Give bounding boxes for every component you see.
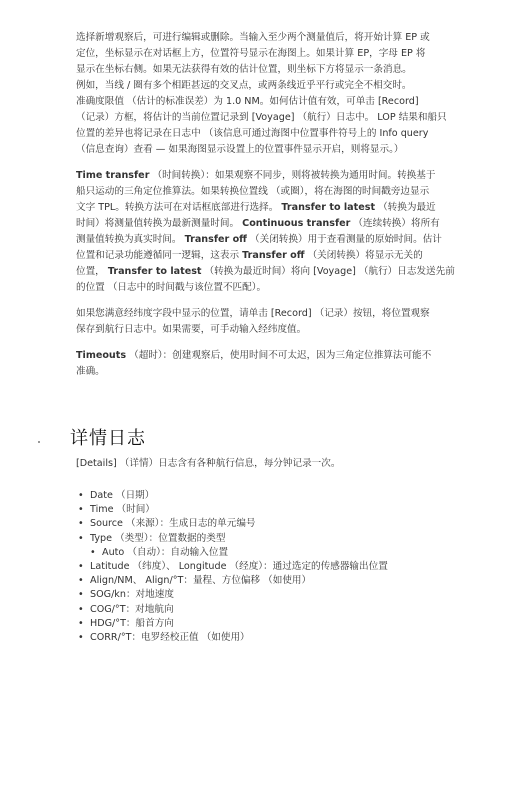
details-intro-block	[76, 456, 492, 472]
list-item-date: • Date （日期）	[76, 489, 388, 503]
list-item-hdg: • HDG/°T：船首方向	[76, 617, 388, 631]
paragraph-timeouts: Timeouts （超时）：创建观察后，使用时间不可太迟，因为三角定位推算法可能不 准确。	[76, 350, 432, 377]
list-item-align: • Align/NM、 Align/°T：量程、方位偏移 （如使用）	[76, 574, 388, 588]
list-item-source: • Source （来源）：生成日志的单元编号	[76, 517, 388, 531]
term-transfer-to-latest: Transfer to latest	[281, 202, 376, 213]
term-transfer-to-latest-2: Transfer to latest	[107, 266, 202, 277]
term-transfer-off: Transfer off	[184, 234, 247, 245]
list-item-sog: • SOG/kn：对地速度	[76, 588, 388, 602]
list-item-lat-long: • Latitude （纬度）、 Longitude （经度）：通过选定的传感器输出位置	[76, 560, 388, 574]
list-item-time: • Time （时间）	[76, 503, 388, 517]
margin-mark	[38, 441, 40, 443]
list-item-corr: • CORR/°T：电罗经校正值 （如使用）	[76, 631, 388, 645]
list-subitem-auto: • Auto （自动）：自动输入位置	[76, 546, 388, 560]
details-field-list	[76, 489, 388, 645]
paragraph-ep-calculation: 选择新增观察后，可进行编辑或删除。当输入至少两个测量值后，将开始计算 EP 或 定位，坐标显示在对话框上方，位置符号显示在海图上。如果计算 EP，字母 EP 将 显示在坐标右侧。如果无法获得有效的估计位置，则坐标下方将显示一条消息。 例如，当线 / 圈有多个相距甚远的交叉点，或两条线近乎平行或完全不相交时。 准确度限值 （估计的标准误差）为 1.0 NM。如何估计值有效，可单击 [Record] （记录）方框，将估计的当前位置记录到 [Voyage] （航行）日志中。 LOP 结果和船只 位置的差异也将记录在日志中 （该信息可通过海图中位置事件符号上的 Info query （信息查询）查看 — 如果海图显示设置上的位置事件显示开启，则将显示。）	[76, 32, 447, 155]
term-timeouts: Timeouts	[76, 350, 127, 361]
term-transfer-off-2: Transfer off	[242, 250, 305, 261]
body-text	[76, 30, 492, 380]
paragraph-time-transfer: Time transfer （时间转换）：如果观察不同步，则将被转换为通用时间。转换基于 船只运动的三角定位推算法。如果转换位置线 （或圈），将在海图的时间戳旁边显示 文字 TPL。转换方法可在对话框底部进行选择。 Transfer to latest （转换为最近 时间）将测量值转换为最新测量时间。 Continuous transfer （连续转换）将所有 测量值转换为真实时间。 Transfer off （关闭转换）用于查看测量的原始时间。估计 位置和记录功能遵循同一逻辑，这表示 Transfer off （关闭转换）将显示无关的 位置， Transfer to latest （转换为最近时间）将向 [Voyage] （航行）日志发送先前 的位置 （日志中的时间戳与该位置不匹配）。	[76, 170, 455, 293]
term-continuous-transfer: Continuous transfer	[242, 218, 351, 229]
section-heading: 详情日志	[70, 428, 146, 449]
list-item-type: • Type （类型）：位置数据的类型	[76, 532, 388, 546]
term-time-transfer: Time transfer	[76, 170, 150, 181]
paragraph-record: 如果您满意经纬度字段中显示的位置，请单击 [Record] （记录）按钮，将位置观察 保存到航行日志中。如果需要，可手动输入经纬度值。	[76, 308, 430, 335]
details-intro: [Details] （详情）日志含有各种航行信息，每分钟记录一次。	[76, 458, 341, 469]
list-item-cog: • COG/°T：对地航向	[76, 603, 388, 617]
